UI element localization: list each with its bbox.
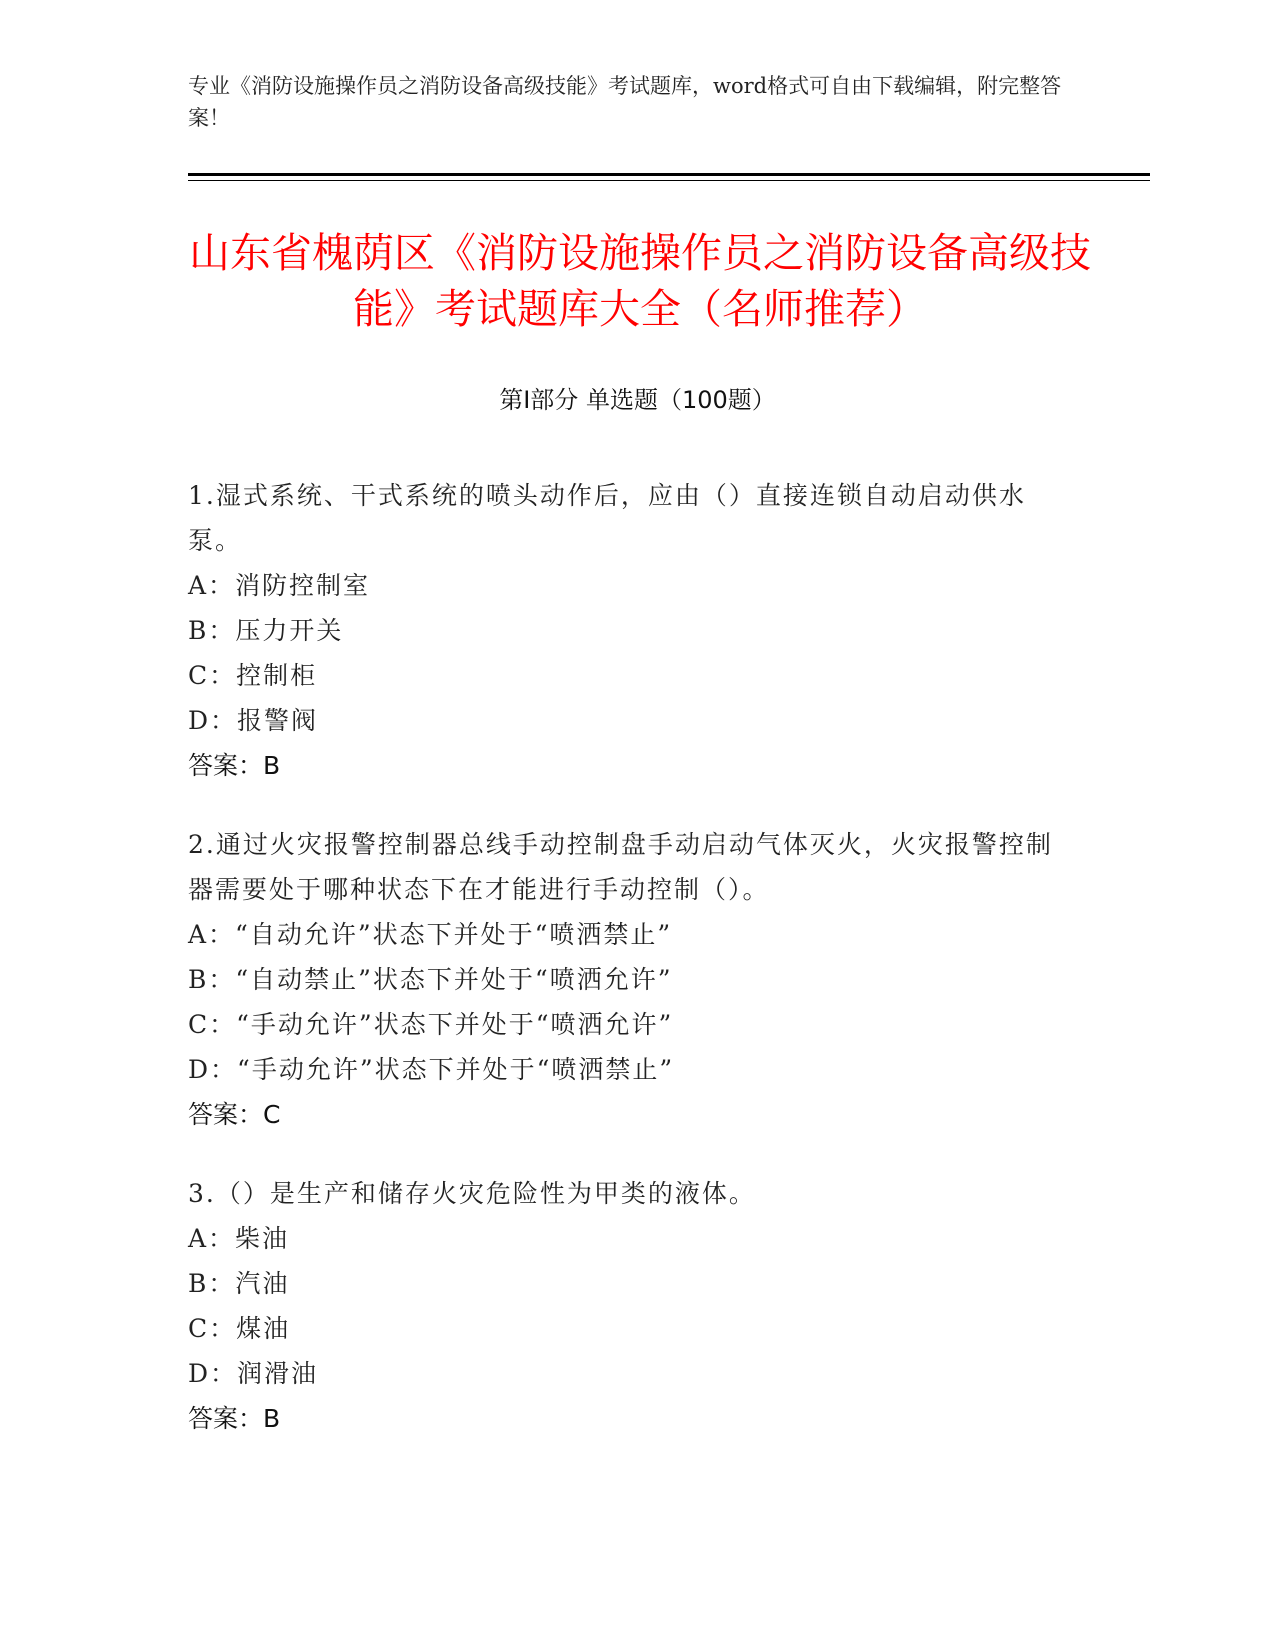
question-3: [188, 1171, 1068, 1441]
header-divider-thick: [188, 173, 1150, 176]
answer-line: 答案：B: [188, 751, 281, 780]
option-c: C：控制柜: [188, 661, 318, 690]
option-a: A：柴油: [188, 1224, 290, 1253]
option-d: D：报警阀: [188, 706, 319, 735]
option-d: D：“手动允许”状态下并处于“喷洒禁止”: [188, 1055, 675, 1084]
option-c: C：“手动允许”状态下并处于“喷洒允许”: [188, 1010, 674, 1039]
question-stem: 3.（）是生产和储存火灾危险性为甲类的液体。: [188, 1179, 756, 1208]
answer-line: 答案：B: [188, 1404, 281, 1433]
option-b: B：压力开关: [188, 616, 344, 645]
answer-line: 答案：C: [188, 1100, 281, 1129]
option-c: C：煤油: [188, 1314, 291, 1343]
option-a: A：消防控制室: [188, 571, 371, 600]
question-1: [188, 473, 1068, 788]
question-list: [188, 473, 1068, 1475]
question-stem: 1.湿式系统、干式系统的喷头动作后，应由（）直接连锁自动启动供水泵。: [188, 481, 1026, 555]
question-2: [188, 822, 1068, 1137]
option-a: A：“自动允许”状态下并处于“喷洒禁止”: [188, 920, 673, 949]
option-b: B：汽油: [188, 1269, 290, 1298]
document-title: 山东省槐荫区《消防设施操作员之消防设备高级技能》考试题库大全（名师推荐）: [189, 229, 1091, 333]
section-title: 第Ⅰ部分 单选题（100题）: [499, 386, 776, 414]
question-stem: 2.通过火灾报警控制器总线手动控制盘手动启动气体灭火，火灾报警控制器需要处于哪种状态下在才能进行手动控制（）。: [188, 830, 1053, 904]
option-d: D：润滑油: [188, 1359, 319, 1388]
header-divider-thin: [188, 180, 1150, 181]
option-b: B：“自动禁止”状态下并处于“喷洒允许”: [188, 965, 673, 994]
header-note: 专业《消防设施操作员之消防设备高级技能》考试题库，word格式可自由下载编辑，附完整答案！: [188, 74, 1062, 130]
